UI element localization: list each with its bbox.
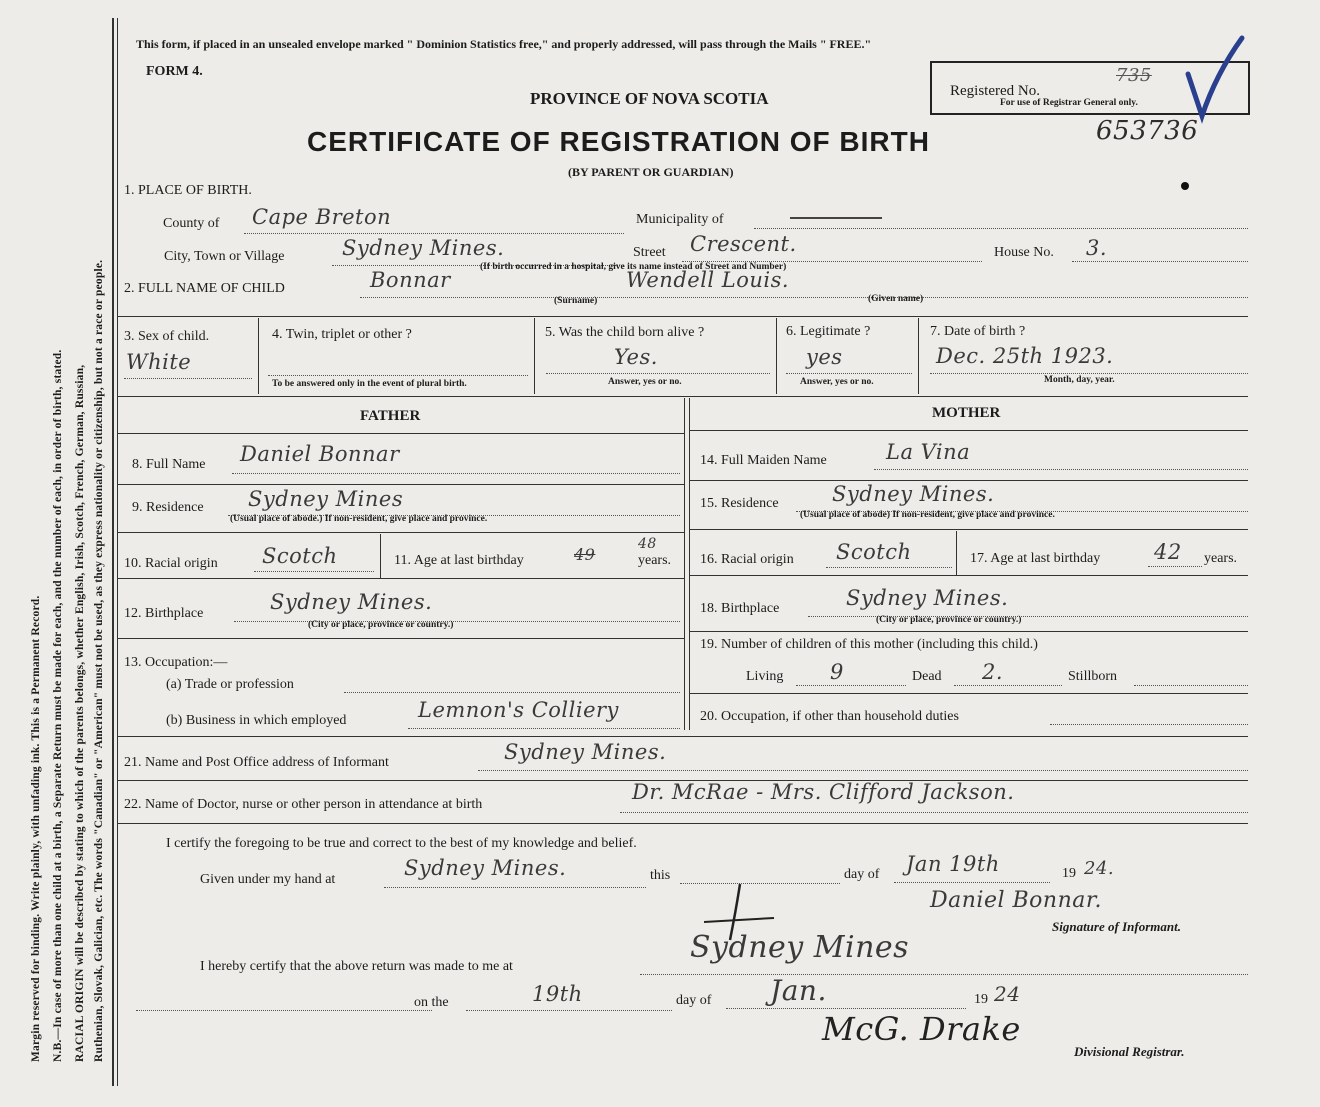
mother-race-divider xyxy=(956,531,957,575)
house-label: House No. xyxy=(994,245,1054,260)
living-label: Living xyxy=(746,669,784,684)
father-name-label: 8. Full Name xyxy=(132,457,206,472)
given-place: Sydney Mines. xyxy=(404,856,567,880)
mother-age-line xyxy=(1148,566,1202,567)
rule-parents-top xyxy=(118,396,1248,397)
this-label: this xyxy=(650,868,671,883)
registrar-year-prefix: 19 xyxy=(974,992,988,1007)
dead-line xyxy=(954,685,1062,686)
mother-occupation-line xyxy=(1050,724,1248,725)
twin-note: To be answered only in the event of plural birth. xyxy=(272,379,467,389)
father-residence-label: 9. Residence xyxy=(132,500,204,515)
registrar-caption: Divisional Registrar. xyxy=(1074,1044,1185,1059)
child-given-name: Wendell Louis. xyxy=(626,268,790,292)
father-age-label: 11. Age at last birthday xyxy=(394,553,524,568)
father-race: Scotch xyxy=(262,544,338,568)
box-divider-1 xyxy=(258,318,259,394)
father-name: Daniel Bonnar xyxy=(240,442,400,466)
hospital-note: (If birth occurred in a hospital, give its name instead of Street and Number) xyxy=(480,262,787,272)
attendant-line xyxy=(620,812,1248,813)
certificate-title: CERTIFICATE OF REGISTRATION OF BIRTH xyxy=(307,126,930,157)
father-business-line xyxy=(408,728,680,729)
rule-attendant xyxy=(118,823,1248,824)
legitimate-line xyxy=(786,373,912,374)
mother-rule-2 xyxy=(690,480,1248,481)
alive-line xyxy=(546,373,770,374)
mother-name-label: 14. Full Maiden Name xyxy=(700,453,827,468)
given-caption: (Given name) xyxy=(868,294,924,304)
father-rule-1 xyxy=(118,433,684,434)
sex-label: 3. Sex of child. xyxy=(124,329,210,344)
county-label: County of xyxy=(163,216,220,231)
registrar-note: For use of Registrar General only. xyxy=(1000,98,1138,108)
given-place-line xyxy=(384,887,646,888)
rule-parents-bottom xyxy=(118,736,1248,737)
year-prefix: 19 xyxy=(1062,866,1076,881)
mother-birthplace-note: (City or place, province or country.) xyxy=(876,615,1022,625)
mother-name: La Vina xyxy=(886,440,971,464)
rule-top-boxes xyxy=(118,316,1248,317)
twin-label: 4. Twin, triplet or other ? xyxy=(272,327,412,342)
father-race-line xyxy=(254,571,374,572)
stamped-number: 653736 xyxy=(1096,116,1199,146)
dob-line xyxy=(930,373,1248,374)
margin-rule xyxy=(112,18,114,1086)
father-rule-4 xyxy=(118,578,684,579)
alive-value: Yes. xyxy=(614,345,658,369)
signature-caption: Signature of Informant. xyxy=(1052,919,1181,934)
twin-line xyxy=(268,375,528,376)
stillborn-label: Stillborn xyxy=(1068,669,1118,684)
day-of-label: day of xyxy=(844,867,880,882)
registrar-statement: I hereby certify that the above return was made to me at xyxy=(200,959,513,974)
registrar-place-line xyxy=(640,974,1248,975)
margin-note-1: Margin reserved for binding. Write plainly, with unfading ink. This is a Permanent Record. xyxy=(30,595,42,1062)
city-label: City, Town or Village xyxy=(164,249,285,264)
legitimate-value: yes xyxy=(806,345,843,369)
registrar-pre-line xyxy=(136,1010,432,1011)
registered-number: 735 xyxy=(1116,65,1152,86)
living-line xyxy=(796,685,906,686)
ink-dot xyxy=(1181,182,1189,190)
city-value: Sydney Mines. xyxy=(342,236,505,260)
mother-occupation-label: 20. Occupation, if other than household duties xyxy=(700,709,959,724)
stillborn-line xyxy=(1134,685,1248,686)
municipality-dash xyxy=(790,217,882,219)
mother-race-line xyxy=(826,567,952,568)
surname-caption: (Surname) xyxy=(554,296,598,306)
mother-years: years. xyxy=(1204,551,1238,566)
registrar-day-line xyxy=(466,1010,672,1011)
registered-label: Registered No. xyxy=(950,83,1040,99)
father-race-label: 10. Racial origin xyxy=(124,556,218,571)
mother-rule-3 xyxy=(690,529,1248,530)
child-surname: Bonnar xyxy=(370,268,451,292)
mother-age-label: 17. Age at last birthday xyxy=(970,551,1101,566)
sex-value: White xyxy=(126,350,192,374)
registrar-month: Jan. xyxy=(770,974,827,1007)
parents-divider-inner xyxy=(689,398,690,730)
mother-race-label: 16. Racial origin xyxy=(700,552,794,567)
street-value: Crescent. xyxy=(690,232,797,256)
mother-residence-label: 15. Residence xyxy=(700,496,779,511)
father-residence-note: (Usual place of abode.) If non-resident, give place and province. xyxy=(230,514,488,524)
margin-rule-inner xyxy=(117,18,118,1086)
registrar-place: Sydney Mines xyxy=(690,930,910,965)
father-name-line xyxy=(232,473,680,474)
form-number: FORM 4. xyxy=(146,64,203,79)
margin-note-3: RACIAL ORIGIN will be described by stating to which of the parents belongs, whether English, Irish, Scotch, French, German, Russian, xyxy=(74,364,86,1062)
registrar-month-line xyxy=(726,1008,966,1009)
father-rule-5 xyxy=(118,638,684,639)
margin-note-4: Ruthenian, Slovak, Galician, etc. The words "Canadian" or "American" must not be used, as they express nationality or citizenship, but not a race or people. xyxy=(93,259,105,1062)
mother-rule-1 xyxy=(690,430,1248,431)
father-birthplace-line xyxy=(234,621,680,622)
alive-label: 5. Was the child born alive ? xyxy=(545,325,705,340)
mother-birthplace-line xyxy=(808,616,1248,617)
mother-birthplace: Sydney Mines. xyxy=(846,586,1009,610)
father-rule-2 xyxy=(118,484,684,485)
day-of-line xyxy=(894,882,1050,883)
mother-race: Scotch xyxy=(836,540,912,564)
father-race-divider xyxy=(380,534,381,578)
registrar-signature: McG. Drake xyxy=(822,1010,1021,1048)
certify-date: Jan 19th xyxy=(906,852,1000,876)
box-divider-4 xyxy=(918,318,919,394)
father-birthplace-note: (City or place, province or country.) xyxy=(308,620,454,630)
father-trade-label: (a) Trade or profession xyxy=(166,677,294,692)
dob-label: 7. Date of birth ? xyxy=(930,324,1026,339)
county-line xyxy=(244,233,624,234)
mother-birthplace-label: 18. Birthplace xyxy=(700,601,780,616)
father-business-label: (b) Business in which employed xyxy=(166,713,347,728)
certify-year: 24. xyxy=(1084,858,1115,879)
attendant-value: Dr. McRae - Mrs. Clifford Jackson. xyxy=(632,780,1015,804)
mother-name-line xyxy=(874,469,1248,470)
father-rule-3 xyxy=(118,532,684,533)
parents-divider xyxy=(684,398,685,730)
registrar-year: 24 xyxy=(994,982,1021,1006)
mother-age: 42 xyxy=(1154,540,1182,564)
father-age-struck: 49 xyxy=(574,545,596,564)
house-value: 3. xyxy=(1086,236,1108,260)
father-years: years. xyxy=(638,553,672,568)
father-age: 48 xyxy=(638,536,657,552)
box-divider-3 xyxy=(776,318,777,394)
father-business: Lemnon's Colliery xyxy=(418,698,619,722)
father-birthplace: Sydney Mines. xyxy=(270,590,433,614)
father-trade-line xyxy=(344,692,680,693)
father-birthplace-label: 12. Birthplace xyxy=(124,606,204,621)
certificate-subtitle: (BY PARENT OR GUARDIAN) xyxy=(568,165,734,179)
municipality-label: Municipality of xyxy=(636,212,724,227)
dead-value: 2. xyxy=(982,660,1004,684)
on-the-label: on the xyxy=(414,995,449,1010)
postal-note: This form, if placed in an unsealed envelope marked " Dominion Statistics free," and properly addressed, will pass through the Mails " FREE." xyxy=(136,37,872,51)
given-under-label: Given under my hand at xyxy=(200,872,336,887)
registrar-day-of-label: day of xyxy=(676,993,712,1008)
legitimate-caption: Answer, yes or no. xyxy=(800,377,874,387)
box-divider-2 xyxy=(534,318,535,394)
street-label: Street xyxy=(633,245,666,260)
certify-statement: I certify the foregoing to be true and correct to the best of my knowledge and belief. xyxy=(166,836,637,851)
registrar-day: 19th xyxy=(532,982,583,1006)
legitimate-label: 6. Legitimate ? xyxy=(786,324,871,339)
informant-line xyxy=(478,770,1248,771)
children-count-label: 19. Number of children of this mother (including this child.) xyxy=(700,637,1038,652)
mother-rule-6 xyxy=(690,693,1248,694)
informant-value: Sydney Mines. xyxy=(504,740,667,764)
place-of-birth-label: 1. PLACE OF BIRTH. xyxy=(124,183,252,198)
child-name-label: 2. FULL NAME OF CHILD xyxy=(124,281,285,296)
county-value: Cape Breton xyxy=(252,205,392,229)
informant-signature: Daniel Bonnar. xyxy=(930,888,1102,913)
informant-label: 21. Name and Post Office address of Informant xyxy=(124,755,389,770)
father-occupation-label: 13. Occupation:— xyxy=(124,655,228,670)
attendant-label: 22. Name of Doctor, nurse or other person in attendance at birth xyxy=(124,797,483,812)
child-name-line xyxy=(360,297,1248,298)
sex-line xyxy=(124,378,252,379)
alive-caption: Answer, yes or no. xyxy=(608,377,682,387)
mother-heading: MOTHER xyxy=(932,405,1001,421)
dead-label: Dead xyxy=(912,669,942,684)
check-mark-icon xyxy=(1180,34,1250,124)
father-residence: Sydney Mines xyxy=(248,487,404,511)
living-value: 9 xyxy=(830,660,844,684)
mother-residence-note: (Usual place of abode) If non-resident, give place and province. xyxy=(800,510,1055,520)
father-heading: FATHER xyxy=(360,408,421,424)
province: PROVINCE OF NOVA SCOTIA xyxy=(530,89,769,108)
dob-caption: Month, day, year. xyxy=(1044,375,1115,385)
mother-rule-4 xyxy=(690,575,1248,576)
house-line xyxy=(1072,261,1248,262)
municipality-line xyxy=(754,228,1248,229)
dob-value: Dec. 25th 1923. xyxy=(936,344,1114,368)
mother-residence: Sydney Mines. xyxy=(832,482,995,506)
pen-flourish-icon xyxy=(700,880,780,960)
margin-note-2: N.B.—In case of more than one child at a birth, a Separate Return must be made for each, and the number of each, in order of birth, stated. xyxy=(52,349,64,1062)
mother-rule-5 xyxy=(690,631,1248,632)
